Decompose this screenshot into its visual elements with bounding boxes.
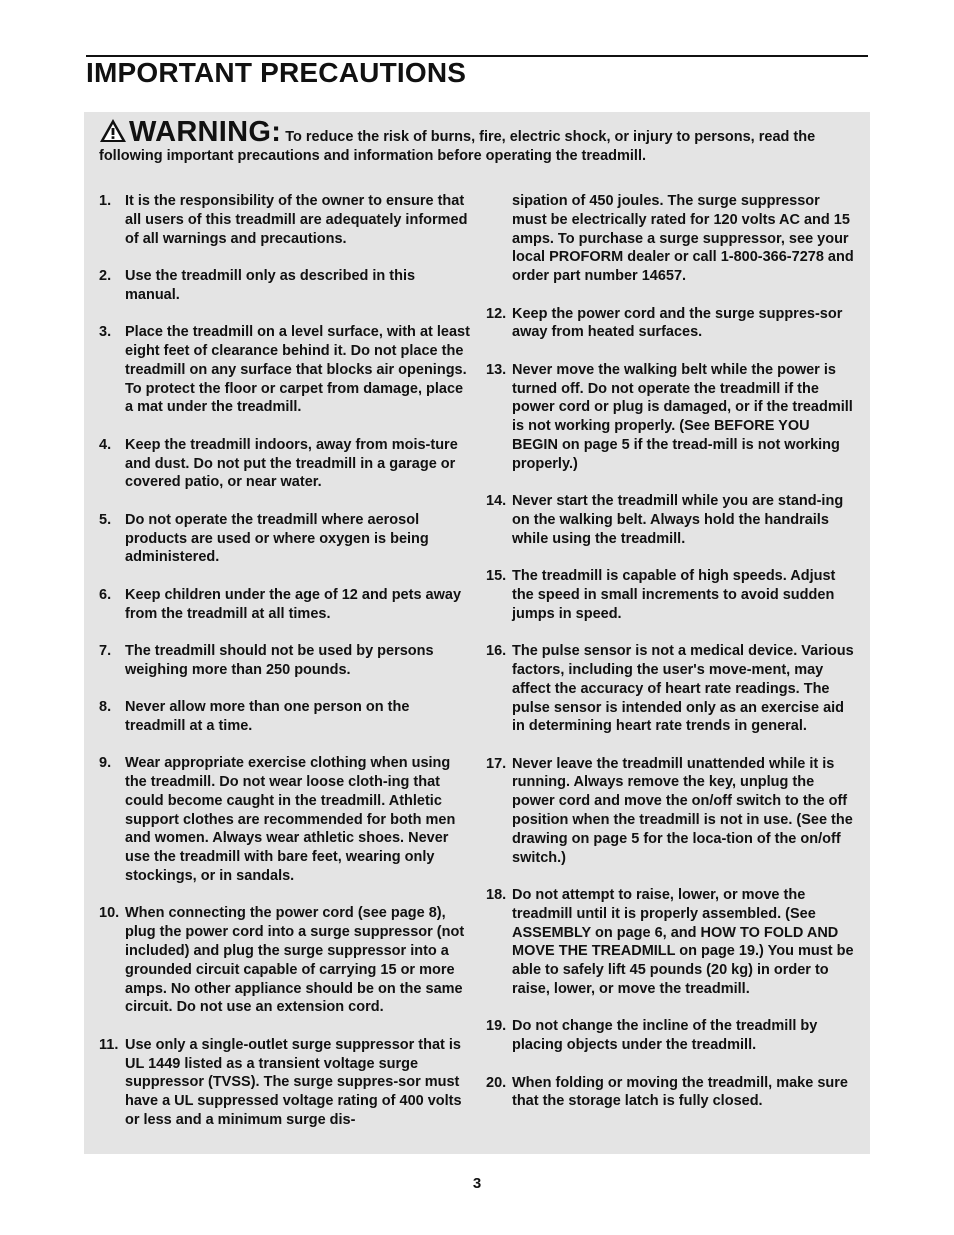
item-number: 2.	[99, 267, 112, 284]
precaution-item	[99, 192, 471, 248]
item-number: 12.	[486, 305, 507, 322]
warning-statement	[99, 118, 861, 166]
item-text: Use only a single-outlet surge suppressor that is UL 1449 listed as a transient voltage surge suppressor (TVSS). The surge suppres-sor must have a UL suppressed voltage rating of 400 volts or less and a minimum surge dis-	[125, 1036, 462, 1129]
item-number: 16.	[486, 643, 507, 660]
item-number: 8.	[99, 699, 112, 716]
item-text: Place the treadmill on a level surface, with at least eight feet of clearance behind it. Do not place the treadmill on any surface that blocks air openings. To protect the floor or carpet from damage, place a mat under the treadmill.	[125, 324, 470, 416]
item-number: 19.	[486, 1018, 507, 1035]
item-text: The pulse sensor is not a medical device. Various factors, including the user's move-ment, may affect the accuracy of heart rate readings. The pulse sensor is intended only as an exercise aid in determining heart rate trends in general.	[512, 643, 854, 735]
item-text: Keep children under the age of 12 and pets away from the treadmill at all times.	[125, 586, 462, 622]
page-title: IMPORTANT PRECAUTIONS	[86, 57, 467, 88]
item-text: Never leave the treadmill unattended while it is running. Always remove the key, unplug the power cord and move the on/off switch to the off position when the treadmill is not in use. (See the drawing on page 5 for the loca-tion of the on/off switch.)	[512, 755, 853, 866]
precautions-column-right	[486, 192, 858, 1111]
precaution-item	[99, 1036, 471, 1130]
item-number: 4.	[99, 436, 112, 453]
precaution-item	[99, 436, 471, 492]
item-text: Do not attempt to raise, lower, or move the treadmill until it is properly assembled. (See ASSEMBLY on page 6, and HOW TO FOLD AND MOVE THE TREADMILL on page 19.) You must be able to safely lift 45 pounds (20 kg) in order to raise, lower, or move the treadmill.	[512, 887, 854, 998]
precaution-item	[99, 642, 471, 680]
precautions-column-left	[99, 192, 471, 1130]
item-text: Do not change the incline of the treadmill by placing objects under the treadmill.	[512, 1018, 818, 1054]
precaution-item	[99, 904, 471, 1017]
item-number: 18.	[486, 887, 507, 904]
item-number: 9.	[99, 755, 112, 772]
precaution-item	[486, 492, 858, 548]
item-text: Never start the treadmill while you are stand-ing on the walking belt. Always hold the handrails while using the treadmill.	[512, 493, 844, 547]
precaution-item	[99, 267, 471, 305]
precaution-item	[486, 642, 858, 736]
precaution-item	[99, 586, 471, 624]
item-text: Do not operate the treadmill where aerosol products are used or where oxygen is being administered.	[125, 511, 429, 566]
item-number: 11.	[99, 1036, 119, 1053]
item-text: Use the treadmill only as described in this manual.	[125, 267, 416, 303]
precaution-item	[486, 755, 858, 868]
precaution-item	[99, 511, 471, 567]
precaution-item	[99, 754, 471, 886]
precaution-item	[99, 698, 471, 736]
item-text: sipation of 450 joules. The surge suppressor must be electrically rated for 120 volts AC and 15 amps. To purchase a surge suppressor, see your local PROFORM dealer or call 1-800-366-7278 and order part number 14657.	[512, 193, 854, 285]
item-number: 5.	[99, 511, 112, 528]
item-text: Never allow more than one person on the treadmill at a time.	[125, 699, 410, 734]
item-number: 13.	[486, 361, 507, 378]
item-text: Wear appropriate exercise clothing when using the treadmill. Do not wear loose cloth-ing that could become caught in the treadmill. Athletic support clothes are recommended for both men and women. Always wear athletic shoes. Never use the treadmill with bare feet, wearing only stockings, or in sandals.	[125, 755, 456, 885]
precaution-item	[486, 1017, 858, 1055]
precaution-item	[486, 361, 858, 474]
item-text: The treadmill should not be used by persons weighing more than 250 pounds.	[125, 642, 434, 678]
item-number: 14.	[486, 493, 507, 510]
item-text: Never move the walking belt while the power is turned off. Do not operate the treadmill if the power cord or plug is damaged, or if the treadmill is not working properly. (See BEFORE YOU BEGIN on page 5 if the tread-mill is not working properly.)	[512, 361, 853, 472]
item-number: 7.	[99, 642, 112, 659]
precaution-item	[99, 323, 471, 417]
precaution-item	[486, 1074, 858, 1112]
item-text: It is the responsibility of the owner to ensure that all users of this treadmill are adequately informed of all warnings and precautions.	[125, 193, 468, 247]
warning-label: WARNING:	[129, 116, 282, 148]
item-number: 20.	[486, 1074, 507, 1091]
warning-text: To reduce the risk of burns, fire, electric shock, or injury to persons, read the following important precautions and information before operating the treadmill.	[99, 129, 816, 164]
page-number: 3	[472, 1175, 482, 1192]
item-text: The treadmill is capable of high speeds. Adjust the speed in small increments to avoid sudden jumps in speed.	[512, 568, 836, 622]
item-text: When connecting the power cord (see page 8), plug the power cord into a surge suppressor (not included) and plug the surge suppressor into a grounded circuit capable of carrying 15 or more amps. No other appliance should be on the same circuit. Do not use an extension cord.	[125, 905, 465, 1016]
warning-triangle-icon	[99, 118, 127, 143]
precaution-item	[486, 305, 858, 343]
item-number: 15.	[486, 568, 507, 585]
item-text: Keep the treadmill indoors, away from mois-ture and dust. Do not put the treadmill in a garage or covered patio, or near water.	[125, 436, 458, 491]
precaution-item	[486, 567, 858, 623]
item-number: 10.	[99, 905, 120, 922]
item-number: 3.	[99, 324, 112, 341]
precaution-item-continued	[486, 192, 858, 286]
item-text: When folding or moving the treadmill, make sure that the storage latch is fully closed.	[512, 1074, 848, 1110]
item-number: 17.	[486, 755, 507, 772]
item-number: 6.	[99, 586, 112, 603]
item-number: 1.	[99, 193, 112, 209]
item-text: Keep the power cord and the surge suppres-sor away from heated surfaces.	[512, 305, 843, 341]
precaution-item	[486, 886, 858, 999]
